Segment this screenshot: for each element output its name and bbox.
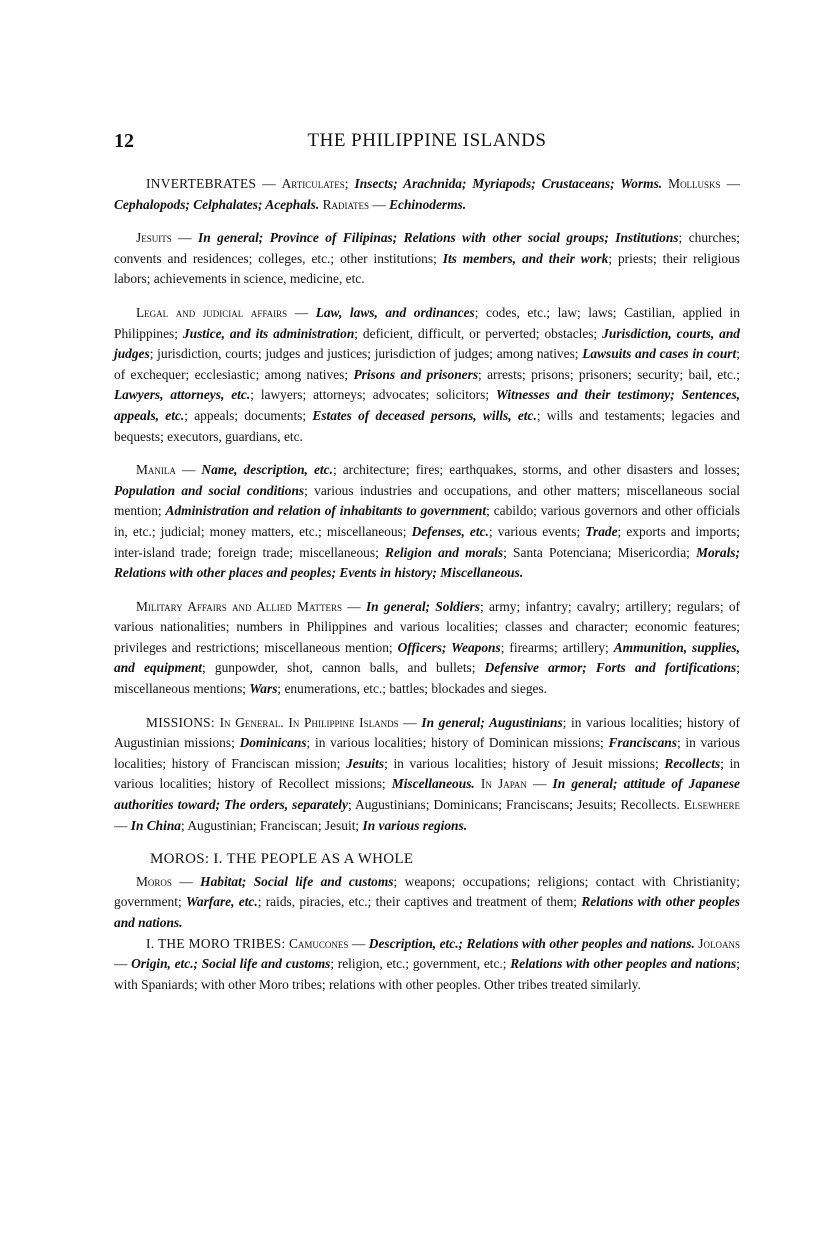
entry-military-affairs: Military Affairs and Allied Matters — In general; Soldiers; army; infantry; cavalry; artillery; regulars; of various nationalities; numbers in Philippines and various localities; classes and character; economic features; privileges and restrictions; miscellaneous mention; Officers; Weapons; firearms; artillery; Ammunition, supplies, and equipment; gunpowder, shot, cannon balls, and bullets; Defensive armor; Forts and fortifications; miscellaneous mentions; Wars; enumerations, etc.; battles; blockades and sieges.: [114, 598, 741, 697]
section-heading: MOROS: I. THE PEOPLE AS A WHOLE: [150, 851, 414, 868]
entry-manila: Manila — Name, description, etc.; architecture; fires; earthquakes, storms, and other disasters and losses; Population and social conditions; various industries and occupations, and other matters; miscellaneous social mention; Administration and relation of inhabitants to government; cabildo; various governors and other officials in, etc.; judicial; money matters, etc.; miscellaneous; Defenses, etc.; various events; Trade; exports and imports; inter-island trade; foreign trade; miscellaneous; Religion and morals; Santa Potenciana; Misericordia; Morals; Relations with other places and peoples; Events in history; Miscellaneous.: [114, 462, 740, 581]
entry-missions: MISSIONS: In General. In Philippine Islands — In general; Augustinians; in various localities; history of Augustinian missions; Dominicans; in various localities; history of Dominican missions; Franciscans; in various localities; history of Franciscan mission; Jesuits; in various localities; history of Jesuit missions; Recollects; in various localities; history of Recollect missions; Miscellaneous. In Japan — In general; attitude of Japanese authorities toward; The orders, separately; Augustinians; Dominicans; Franciscans; Jesuits; Recollects. Elsewhere — In China; Augustinian; Franciscan; Jesuit; In various regions.: [114, 714, 740, 833]
index-text: [114, 174, 740, 995]
page-header: [114, 130, 740, 160]
entry-legal-judicial: Legal and judicial affairs — Law, laws, and ordinances; codes, etc.; law; laws; Castilian, applied in Philippines; Justice, and its administration; deficient, difficult, or perverted; obstacles; Jurisdiction, courts, and judges; jurisdiction, courts; judges and justices; jurisdiction of judges; among natives; Lawsuits and cases in court; of exchequer; ecclesiastic; among natives; Prisons and prisoners; arrests; prisons; prisoners; security; bail, etc.; Lawyers, attorneys, etc.; lawyers; attorneys; advocates; solicitors; Witnesses and their testimony; Sentences, appeals, etc.; appeals; documents; Estates of deceased persons, wills, etc.; wills and testaments; legacies and bequests; executors, guardians, etc.: [114, 304, 740, 444]
page-number: 12: [114, 130, 134, 152]
entry-invertebrates: INVERTEBRATES — Articulates; Insects; Arachnida; Myriapods; Crustaceans; Worms. Mollusks — Cephalopods; Celphalates; Acephals. Radiates — Echinoderms.: [114, 176, 740, 212]
entry-moro-tribes: I. THE MORO TRIBES: Camucones — Description, etc.; Relations with other peoples and nations. Joloans — Origin, etc.; Social life and customs; religion, etc.; government, etc.; Relations with other peoples and nations; with Spaniards; with other Moro tribes; relations with other peoples. Other tribes treated similarly.: [114, 935, 741, 992]
running-title: THE PHILIPPINE ISLANDS: [307, 130, 547, 151]
entry-jesuits: Jesuits — In general; Province of Filipinas; Relations with other social groups; Institutions; churches; convents and residences; colleges, etc.; other institutions; Its members, and their work; priests; their religious labors; achievements in science, medicine, etc.: [114, 230, 741, 287]
entry-moros: Moros — Habitat; Social life and customs; weapons; occupations; religions; contact with Christianity; government; Warfare, etc.; raids, piracies, etc.; their captives and treatment of them; Relations with other peoples and nations.: [114, 873, 741, 930]
